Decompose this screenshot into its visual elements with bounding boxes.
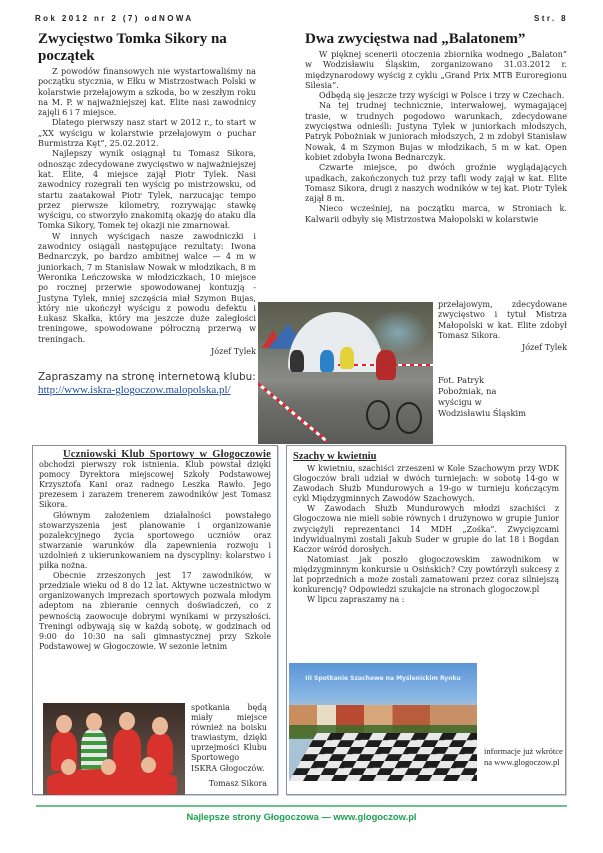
invite-text: Zapraszamy na stronę internetową klubu: bbox=[38, 371, 256, 384]
photo-caption: Fot. Patryk Pobożniak, na wyścigu w Wodzisławiu Śląskim bbox=[438, 375, 527, 418]
article-paragraph: Z powodów finansowych nie wystartowaliśmy na początku stycznia, w Ełku w Mistrzostwach Polski w kolarstwie przełajowym a szkoda, bo w zeszłym roku na M. P. w najważniejszej kat. Elite nasi zawodnicy zajęli 6 i 7 miejsce. bbox=[38, 66, 256, 118]
page-number: Str. 8 bbox=[534, 14, 568, 23]
article-paragraph: Na tej trudnej technicznie, interwałowej, wymagającej trasie, w trudnych pogodowo warunkach, zdecydowane zwycięstwa odnieśli: Justyna Tylek w juniorkach młodszych, Patryk Pobożniak w juniorach młodszych, 2 m zdobył Stanisław Nowak, 4 m Szymon Bujas w młodzikach, 5 m w kat. Open kobiet zdobyła Iwona Bednarczyk. bbox=[305, 100, 567, 162]
player-head bbox=[61, 759, 76, 775]
player-head bbox=[56, 715, 72, 733]
article-author: Józef Tylek bbox=[211, 346, 256, 357]
article-title: Dwa zwycięstwa nad „Balatonem” bbox=[305, 31, 526, 47]
club-invite bbox=[38, 371, 256, 397]
article-paragraph: Nieco wcześniej, na początku marca, w Stroniach k. Kalwarii odbyły się Mistrzostwa Małopolski w kolarstwie bbox=[305, 203, 567, 224]
article-paragraph: Dlatego pierwszy nasz start w 2012 r., to start w „XX wyścigu w kolarstwie przełajowym o puchar Burmistrza Kęt”, 25.02.2012. bbox=[38, 117, 256, 149]
club-lead bbox=[39, 450, 271, 511]
player-head bbox=[86, 713, 102, 731]
youth-team-photo bbox=[43, 703, 185, 795]
club-lead-text: obchodzi pierwszy rok istnienia. Klub powstał dzięki pomocy Dyrektora miejscowej Szkoły Podstawowej Krzysztofa Kani oraz radnego Leszka Rawło. Jego prezesem i zarazem trenerem zawodników jest Tomasz Sikora. bbox=[39, 460, 271, 510]
chess-paragraph: W Zawodach Służb Mundurowych młodzi szachiści z Głogoczowa nie mieli sobie równych i drużynowo w grupie Junior zwyciężyli reprezentanci 14 MDH „Zośka”. Zwycięzcami indywidualnymi zostali Jakub Suder w grupie do lat 18 i Bogdan Kaczor wśród dorosłych. bbox=[293, 504, 559, 554]
bike-wheel bbox=[396, 402, 422, 434]
player-head bbox=[101, 759, 116, 775]
chess-title: Szachy w kwietniu bbox=[293, 451, 377, 462]
chess-paragraph: W kwietniu, szachiści zrzeszeni w Kole Szachowym przy WDK Głogoczów brali udział w dwóch turniejach: w sobotę 14-go w Zawodach Służb Mundurowych a 19-go w turnieju kończącym cykl Międzygminnych Zawodów Szachowych. bbox=[293, 464, 559, 504]
club-box-content bbox=[39, 450, 271, 652]
club-website-link[interactable]: http://www.iskra-glogoczow.malopolska.pl/ bbox=[38, 384, 231, 397]
footer-divider bbox=[36, 805, 567, 807]
side-text: przełajowym, zdecydowane zwycięstwo i tytuł Mistrza Małopolski w kat. Elite zdobył Tomasz Sikora. bbox=[438, 299, 567, 340]
article-author: Józef Tylek bbox=[522, 342, 567, 353]
article-paragraph: Czwarte miejsce, po dwóch groźnie wyglądających upadkach, zakończonych tuż przy tafli wody zajął w kat. Elite Tomasz Sikora, drugi z naszych wodników w tej kat. Piotr Tylek zajął 8 m. bbox=[305, 162, 567, 204]
smoke-cloud bbox=[368, 310, 428, 355]
club-box bbox=[32, 445, 278, 795]
club-continuation bbox=[191, 703, 267, 789]
cyclist bbox=[290, 350, 304, 372]
side-text: spotkania będą miały miejsce również na boisku trawiastym, dzięki uprzejmości Klubu Sportowego ISKRA Głogoczów. bbox=[191, 703, 267, 773]
chess-event-poster bbox=[289, 663, 477, 781]
bike-wheel bbox=[366, 400, 390, 430]
article-paragraph: W pięknej scenerii otoczenia zbiornika wodnego „Balaton” w Wodzisławiu Śląskim, zorganizowano 31.03.2012 r. międzynarodowy wyścig z cyklu „Grand Prix MTB Euroregionu Silesia”. bbox=[305, 49, 567, 90]
page-header bbox=[35, 14, 568, 26]
player-head bbox=[141, 757, 156, 773]
club-title: Uczniowski Klub Sportowy w Głogoczowie bbox=[63, 449, 271, 460]
giant-chessboard bbox=[289, 733, 477, 781]
club-paragraph: Obecnie zrzeszonych jest 17 zawodników, w przedziale wieku od 8 do 12 lat. Aktywne uczestnictwo w organizowanych imprezach sportowych pozwala młodym adeptom na zbieranie cennych doświadczeń, co z pewnością zaowocuje dobrymi wynikami w przyszłości. Treningi odbywają się w każdą sobotę, w godzinach od 9:00 do 10:30 na sali gimnastycznej przy Szkole Podstawowej w Głogoczowie. W sezonie letnim bbox=[39, 571, 271, 651]
article-paragraph: Odbędą się jeszcze trzy wyścigi w Polsce i trzy w Czechach. bbox=[319, 90, 565, 101]
player-head bbox=[152, 717, 168, 735]
cyclist bbox=[340, 347, 354, 369]
lead-cyclist bbox=[376, 350, 396, 380]
player-head bbox=[119, 712, 135, 730]
article-title: Zwycięstwo Tomka Sikory na początek bbox=[38, 31, 227, 64]
article-paragraph: W innych wyścigach nasze zawodniczki i zawodnicy osiągali następujące rezultaty: Iwona Bednarczyk, po bardzo ambitnej walce — 4 m w juniorkach, 7 m Stanisław Nowak w młodzikach, 8 m Weronika Leńczowska w młodziczkach, 10 miejsce po rocznej przerwie spowodowanej kontuzją - Justyna Tylek, mniej szczęścia miał Szymon Bujas, który nie ukończył wyścigu z powodu defektu i Łukasz Skałka, który ma jeszcze duże zaległości treningowe, spowodowane półroczną przerwą w treningach. bbox=[38, 230, 256, 344]
article-paragraph: Najlepszy wynik osiągnął tu Tomasz Sikora, odnosząc zdecydowane zwycięstwo w najważniejszej kat. Elite, 4 miejsce zajął Piotr Tylek. Nasi zawodnicy rozegrali ten wyścig po mistrzowsku, od startu zaatakował Piotr Tylek, narzucając tempo przez pierwsze kilometry, rozrywając stawkę wyścigu, co stworzyło znakomitą okazję do ataku dla Tomka Sikory, Tomek tej okazji nie zmarnował. bbox=[38, 148, 256, 231]
cycling-race-photo bbox=[258, 302, 433, 444]
issue-label: Rok 2012 nr 2 (7) odNOWA bbox=[35, 14, 194, 23]
chess-info-text: informacje już wkrótce na www.glogoczow.pl bbox=[484, 746, 563, 767]
chess-paragraph: Natomiast jak poszło głogoczowskim zawodnikom w międzygminnym konkursie u Osińskich? Czy powtórzyli sukcesy z lat poprzednich a może zostali zamatowani przez coraz silniejszą konkurencję? Odpowiedzi szukajcie na stronach glogoczow.pl bbox=[293, 554, 559, 595]
barrier-tape bbox=[258, 382, 328, 442]
club-paragraph: Głównym założeniem działalności powstałego stowarzyszenia jest planowanie i organizowanie pozalekcyjnego życia sportowego uczniów oraz stwarzanie warunków dla zapewnienia rozwoju i uzdolnień z ukierunkowaniem na dyscypliny: kolarstwo i piłka nożna. bbox=[39, 510, 271, 571]
poster-title: III Spotkanie Szachowe na Myślenickim Rynku bbox=[305, 675, 461, 682]
player bbox=[113, 729, 141, 773]
article-tomek-sikora bbox=[38, 31, 256, 397]
article-continuation bbox=[438, 299, 567, 352]
article-balaton bbox=[305, 31, 567, 224]
club-author: Tomasz Sikora bbox=[208, 778, 267, 788]
footer-slogan: Najlepsze strony Głogoczowa — www.glogoczow.pl bbox=[186, 811, 417, 822]
chess-box bbox=[286, 445, 566, 795]
chess-box-content bbox=[293, 450, 559, 605]
chess-paragraph: W lipcu zapraszamy na : bbox=[307, 595, 405, 605]
cyclist bbox=[320, 350, 334, 372]
